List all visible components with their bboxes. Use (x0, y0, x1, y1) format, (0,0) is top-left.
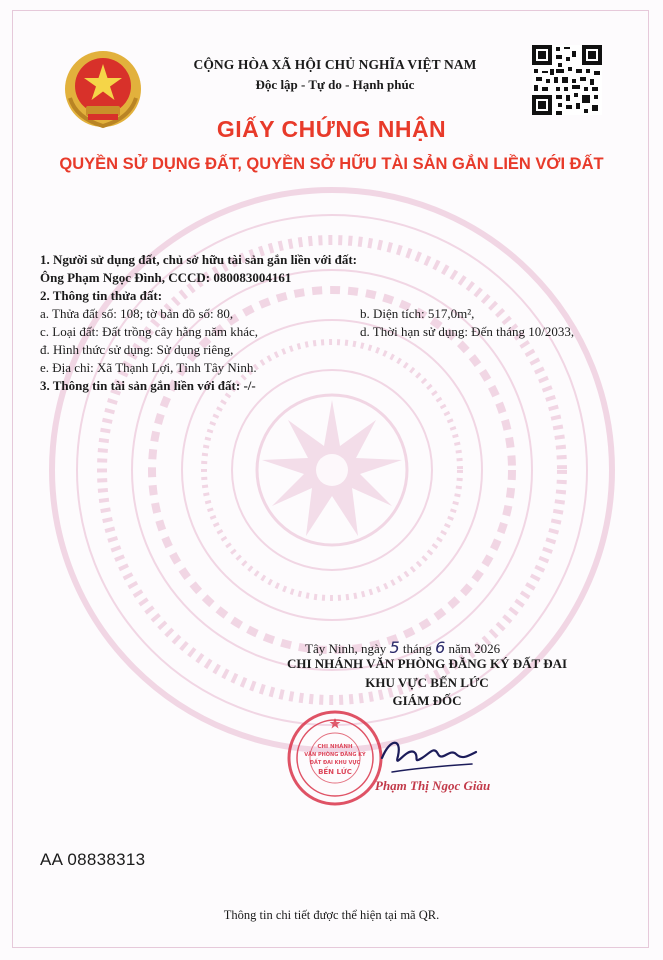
svg-text:ĐẤT ĐAI KHU VỰC: ĐẤT ĐAI KHU VỰC (309, 760, 361, 766)
signer-name: Phạm Thị Ngọc Giàu (375, 778, 491, 793)
certificate-title: GIẤY CHỨNG NHẬN (216, 116, 447, 142)
qr-code-icon[interactable] (532, 45, 602, 115)
land-type: c. Loại đất: Đất trồng cây hằng năm khác, (40, 324, 259, 339)
place-date (305, 638, 500, 657)
signing-month: 6 (435, 638, 446, 657)
office-name-line1: CHI NHÁNH VĂN PHÒNG ĐĂNG KÝ ĐẤT ĐAI (286, 656, 568, 671)
usage-term: d. Thời hạn sử dụng: Đến tháng 10/2033, (360, 324, 575, 339)
month-label: tháng (402, 641, 432, 656)
owner-info: Ông Phạm Ngọc Đình, CCCD: 080083004161 (40, 270, 292, 285)
section2-heading: 2. Thông tin thửa đất: (40, 288, 163, 303)
section1-heading: 1. Người sử dụng đất, chủ sở hữu tài sản gắn liền với đất: (40, 252, 357, 267)
place-prefix: Tây Ninh, ngày (305, 641, 387, 656)
svg-text:BẾN LỨC: BẾN LỨC (318, 768, 352, 776)
svg-text:VĂN PHÒNG ĐĂNG KÝ: VĂN PHÒNG ĐĂNG KÝ (304, 752, 366, 758)
footnote: Thông tin chi tiết được thể hiện tại mã QR. (223, 908, 440, 922)
official-seal-icon (285, 708, 385, 808)
parcel-area: b. Diện tích: 517,0m², (360, 306, 475, 321)
signer-position: GIÁM ĐỐC (392, 693, 462, 708)
parcel-number: a. Thửa đất số: 108; tờ bản đồ số: 80, (40, 306, 234, 321)
national-title: CỘNG HÒA XÃ HỘI CHỦ NGHĨA VIỆT NAM (193, 57, 477, 72)
office-name-line2: KHU VỰC BẾN LỨC (365, 675, 489, 690)
usage-form: đ. Hình thức sử dụng: Sử dụng riêng, (40, 342, 234, 357)
signing-day: 5 (389, 638, 400, 657)
svg-text:CHI NHÁNH: CHI NHÁNH (317, 744, 353, 750)
serial-number: AA 08838313 (40, 850, 146, 869)
section3-heading: 3. Thông tin tài sản gắn liền với đất: -/- (40, 378, 256, 393)
signature-icon (372, 728, 482, 783)
parcel-address: e. Địa chỉ: Xã Thạnh Lợi, Tỉnh Tây Ninh. (40, 360, 257, 375)
certificate-subtitle: QUYỀN SỬ DỤNG ĐẤT, QUYỀN SỞ HỮU TÀI SẢN GẮN LIỀN VỚI ĐẤT (59, 155, 604, 173)
national-motto: Độc lập - Tự do - Hạnh phúc (255, 77, 415, 92)
year-label: năm 2026 (448, 641, 501, 656)
